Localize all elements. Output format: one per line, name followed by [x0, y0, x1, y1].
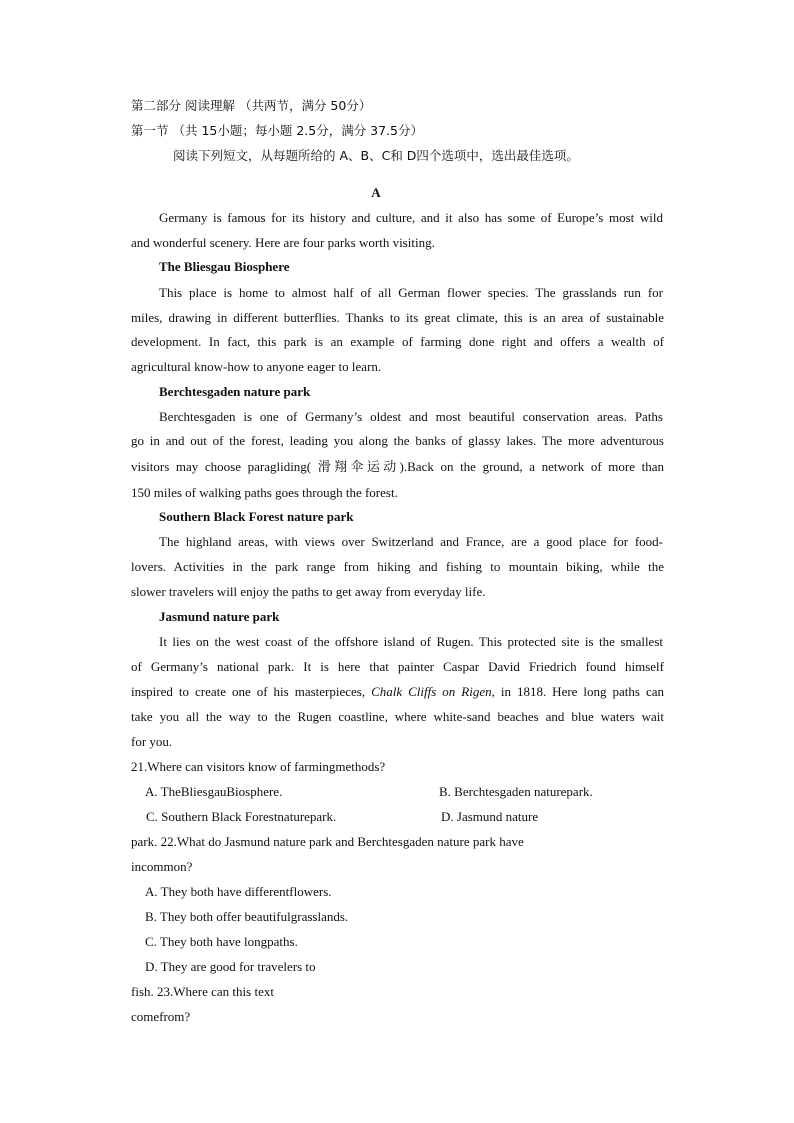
option-22b: B. They both offer beautifulgrasslands. — [145, 909, 349, 924]
passage-label: A — [371, 185, 381, 200]
park-heading: The Bliesgau Biosphere — [159, 259, 290, 274]
option-21c: C. Southern Black Forestnaturepark. — [146, 809, 337, 824]
part-title: 第二部分 阅读理解 （共两节，满分 50分） — [131, 98, 372, 113]
paragraph-line: take you all the way to the Rugen coastline, where white-sand beaches and blue waters wait — [131, 709, 664, 724]
intro-line: Germany is famous for its history and culture, and it also has some of Europe’s most wild — [159, 210, 663, 225]
paragraph-line: It lies on the west coast of the offshore island of Rugen. This protected site is the smallest — [159, 634, 663, 649]
section-title: 第一节 （共 15小题；每小题 2.5分，满分 37.5分） — [131, 123, 424, 138]
paragraph-line: go in and out of the forest, leading you along the banks of glassy lakes. The more adventurous — [131, 433, 664, 448]
option-22a: A. They both have differentflowers. — [145, 884, 332, 899]
question-22: park. 22.What do Jasmund nature park and Berchtesgaden nature park have — [131, 834, 524, 849]
park-heading: Southern Black Forest nature park — [159, 509, 354, 524]
paragraph-line: visitors may choose paragliding( 滑翔伞运动).Back on the ground, a network of more than — [131, 459, 664, 474]
painting-title: Chalk Cliffs on Rigen — [371, 684, 492, 699]
instruction-text: 阅读下列短文，从每题所给的 A、B、C和 D四个选项中，选出最佳选项。 — [173, 148, 579, 163]
option-21d: D. Jasmund nature — [441, 809, 539, 824]
paragraph-line: of Germany’s national park. It is here that painter Caspar David Friedrich found himself — [131, 659, 664, 674]
option-21a: A. TheBliesgauBiosphere. — [145, 784, 283, 799]
paragraph-line: agricultural know-how to anyone eager to learn. — [131, 359, 382, 374]
paragraph-line: Berchtesgaden is one of Germany’s oldest and most beautiful conservation areas. Paths — [159, 409, 663, 424]
paragraph-line: The highland areas, with views over Switzerland and France, are a good place for food- — [159, 534, 663, 549]
option-22d: D. They are good for travelers to — [145, 959, 316, 974]
paragraph-line: lovers. Activities in the park range from hiking and fishing to mountain biking, while the — [131, 559, 664, 574]
question-21: 21.Where can visitors know of farmingmethods? — [131, 759, 386, 774]
option-22c: C. They both have longpaths. — [145, 934, 298, 949]
question-23: comefrom? — [131, 1009, 191, 1024]
paragraph-line: development. In fact, this park is an example of farming done right and offers a wealth of — [131, 334, 664, 349]
option-21b: B. Berchtesgaden naturepark. — [439, 784, 593, 799]
paragraph-line: for you. — [131, 734, 173, 749]
park-heading: Berchtesgaden nature park — [159, 384, 311, 399]
paragraph-text: , in 1818. Here long paths can — [491, 684, 664, 699]
paragraph-line: 150 miles of walking paths goes through the forest. — [131, 485, 398, 500]
paragraph-line: This place is home to almost half of all German flower species. The grasslands run for — [159, 285, 663, 300]
park-heading: Jasmund nature park — [159, 609, 280, 624]
intro-line: and wonderful scenery. Here are four parks worth visiting. — [131, 235, 435, 250]
paragraph-line-with-title — [131, 684, 664, 700]
paragraph-line: miles, drawing in different butterflies. Thanks to its great climate, this is an area of sustainable — [131, 310, 664, 325]
paragraph-text: inspired to create one of his masterpieces, — [131, 684, 366, 699]
question-22: incommon? — [131, 859, 193, 874]
paragraph-line: slower travelers will enjoy the paths to get away from everyday life. — [131, 584, 486, 599]
question-23: fish. 23.Where can this text — [131, 984, 274, 999]
